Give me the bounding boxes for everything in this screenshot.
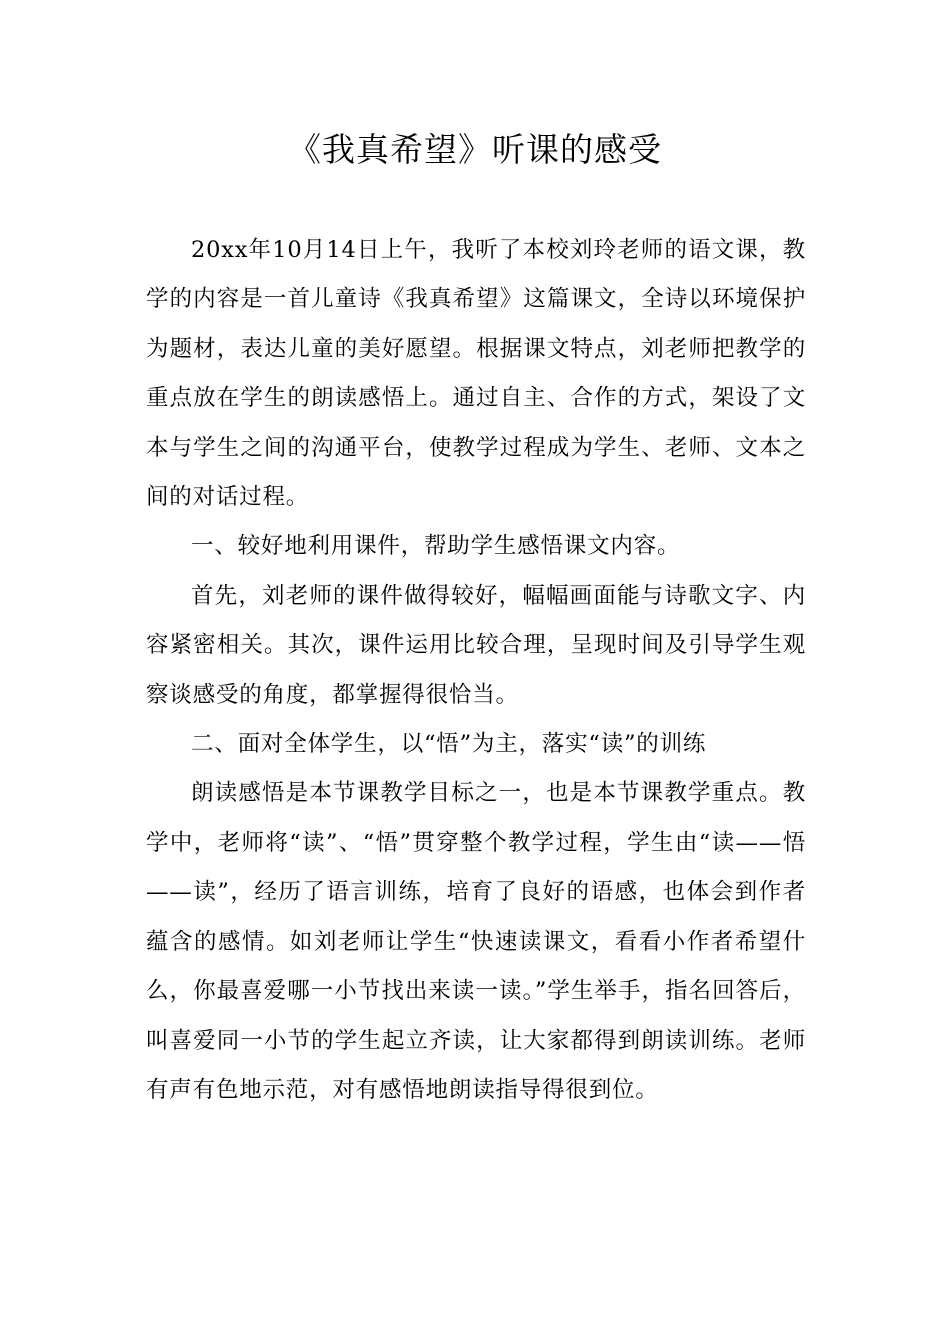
paragraph-heading-two: 二、面对全体学生，以“悟”为主，落实“读”的训练 (191, 731, 707, 758)
document-title: 《我真希望》听课的感受 (288, 130, 662, 169)
document-body (146, 226, 806, 1115)
paragraph-courseware: 首先，刘老师的课件做得较好，幅幅画面能与诗歌文字、内容紧密相关。其次，课件运用比较合理，呈现时间及引导学生观察谈感受的角度，都掌握得很恰当。 (146, 582, 806, 708)
paragraph-heading-one: 一、较好地利用课件，帮助学生感悟课文内容。 (191, 533, 681, 560)
paragraph-intro: 20xx年10月14日上午，我听了本校刘玲老师的语文课，教学的内容是一首儿童诗《我真希望》这篇课文，全诗以环境保护为题材，表达儿童的美好愿望。根据课文特点，刘老师把教学的重点放在学生的朗读感悟上。通过自主、合作的方式，架设了文本与学生之间的沟通平台，使教学过程成为学生、老师、文本之间的对话过程。 (146, 237, 806, 511)
paragraph-reading: 朗读感悟是本节课教学目标之一，也是本节课教学重点。教学中，老师将“读”、“悟”贯穿整个教学过程，学生由“读——悟——读”，经历了语言训练，培育了良好的语感，也体会到作者蕴含的感情。如刘老师让学生“快速读课文，看看小作者希望什么，你最喜爱哪一小节找出来读一读。”学生举手，指名回答后，叫喜爱同一小节的学生起立齐读，让大家都得到朗读训练。老师有声有色地示范，对有感悟地朗读指导得很到位。 (146, 780, 806, 1103)
